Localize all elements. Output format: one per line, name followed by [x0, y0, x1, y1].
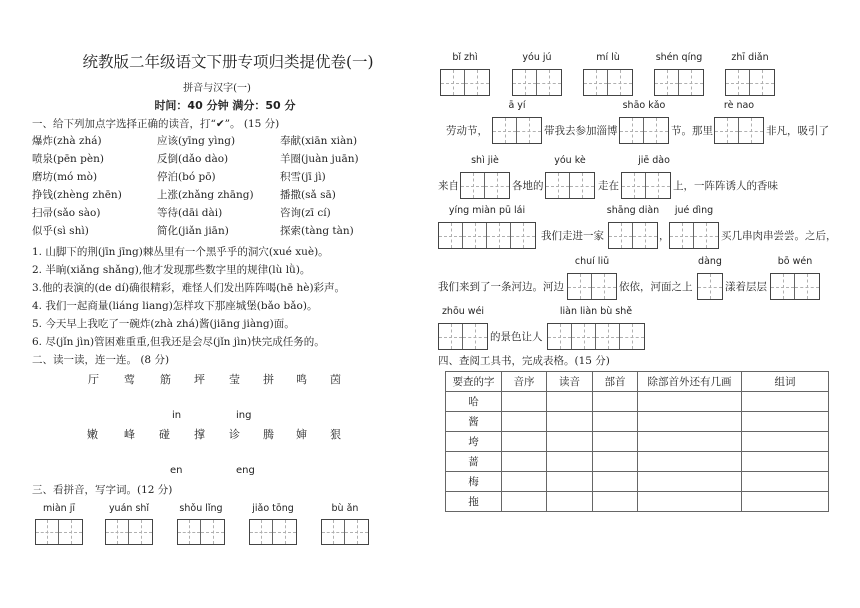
write-cell[interactable] — [633, 223, 657, 248]
match-char[interactable]: 婶 — [296, 428, 307, 441]
answer-cell[interactable] — [742, 452, 829, 472]
lookup-char: 垮 — [446, 432, 502, 452]
answer-cell[interactable] — [593, 432, 638, 452]
passage-text: 依依，河面之上 — [619, 281, 693, 293]
word-pinyin: miàn jī — [42, 503, 76, 514]
write-cell[interactable] — [273, 520, 296, 544]
passage-writing-box[interactable] — [547, 323, 645, 350]
exam-meta: 时间：40 分钟 满分：50 分 — [154, 99, 296, 112]
match-char[interactable]: 鸣 — [296, 373, 307, 386]
write-cell[interactable] — [726, 70, 750, 95]
word-pinyin: shén qíng — [655, 52, 703, 63]
match-target-en[interactable]: en — [170, 465, 183, 476]
writing-box[interactable] — [654, 69, 704, 96]
sentence-item[interactable]: 4. 我们一起商量(liáng liang)怎样攻下那座城堡(bǎo bǎo)。 — [32, 300, 318, 312]
passage-text: 上，一阵阵诱人的香味 — [673, 180, 778, 192]
write-cell[interactable] — [537, 70, 561, 95]
write-cell[interactable] — [698, 274, 722, 299]
passage-writing-box[interactable] — [438, 323, 488, 350]
answer-cell[interactable] — [502, 452, 547, 472]
passage-writing-box[interactable] — [621, 172, 671, 199]
table-row — [446, 472, 829, 492]
answer-cell[interactable] — [547, 452, 593, 472]
write-cell[interactable] — [201, 520, 224, 544]
answer-cell[interactable] — [547, 432, 593, 452]
sentence-item[interactable]: 6. 尽(jǐn jìn)管困难重重,但我还是会尽(jǐn jìn)快完成任务的。 — [32, 336, 325, 348]
write-cell[interactable] — [461, 173, 485, 198]
write-cell[interactable] — [439, 324, 463, 349]
reading-item[interactable]: 停泊(bó pō) — [157, 171, 216, 183]
answer-cell[interactable] — [502, 432, 547, 452]
reading-item[interactable]: 上涨(zhǎng zhāng) — [157, 189, 254, 201]
answer-cell[interactable] — [742, 412, 829, 432]
passage-pinyin: bō wén — [777, 256, 813, 267]
match-char[interactable]: 莹 — [229, 373, 240, 386]
word-pinyin: yóu jú — [522, 52, 552, 63]
write-cell[interactable] — [511, 223, 535, 248]
write-cell[interactable] — [694, 223, 718, 248]
write-cell[interactable] — [739, 118, 763, 143]
answer-cell[interactable] — [547, 472, 593, 492]
write-cell[interactable] — [620, 324, 644, 349]
word-pinyin: zhī diǎn — [731, 52, 769, 63]
writing-box[interactable] — [440, 69, 490, 96]
passage-pinyin: shāo kǎo — [622, 100, 666, 111]
table-row — [446, 392, 829, 412]
write-cell[interactable] — [644, 118, 668, 143]
reading-item[interactable]: 扫帚(sǎo sào) — [32, 207, 101, 219]
write-cell[interactable] — [646, 173, 670, 198]
write-cell[interactable] — [465, 70, 489, 95]
reading-item[interactable]: 播撒(sǎ sā) — [280, 189, 336, 201]
passage-text: 各地的 — [512, 180, 544, 192]
answer-cell[interactable] — [547, 412, 593, 432]
passage-pinyin: jué dìng — [674, 205, 714, 216]
reading-item[interactable]: 简化(jiǎn jiān) — [157, 225, 229, 237]
lookup-char: 哈 — [446, 392, 502, 412]
write-cell[interactable] — [655, 70, 679, 95]
write-cell[interactable] — [609, 223, 633, 248]
page-subtitle: 拼音与汉字(一) — [183, 83, 251, 94]
passage-pinyin: chuí liǔ — [574, 256, 610, 267]
passage-writing-box[interactable] — [438, 222, 536, 249]
header-stroke-count: 除部首外还有几画 — [638, 372, 742, 392]
reading-item[interactable]: 羊圈(juàn juān) — [280, 153, 359, 165]
answer-cell[interactable] — [742, 492, 829, 512]
passage-text: 走在 — [598, 180, 619, 192]
passage-text: 的景色让人 — [490, 331, 543, 343]
write-cell[interactable] — [36, 520, 59, 544]
write-cell[interactable] — [322, 520, 345, 544]
passage-text: 我们来到了一条河边。河边 — [438, 281, 564, 293]
passage-text: 我们走进一家 — [541, 230, 604, 242]
passage-text: ， — [659, 230, 670, 242]
write-cell[interactable] — [441, 70, 465, 95]
write-cell[interactable] — [548, 324, 572, 349]
passage-pinyin: yóu kè — [554, 155, 586, 166]
writing-box[interactable] — [249, 519, 297, 545]
sentence-item[interactable]: 1. 山脚下的荆(jīn jīng)棘丛里有一个黑乎乎的洞穴(xué xuè)。 — [32, 246, 329, 258]
answer-cell[interactable] — [593, 492, 638, 512]
writing-box[interactable] — [105, 519, 153, 545]
answer-cell[interactable] — [638, 472, 742, 492]
write-cell[interactable] — [795, 274, 819, 299]
passage-pinyin: ā yí — [508, 100, 526, 111]
passage-text: 节。那里 — [671, 125, 713, 137]
passage-writing-box[interactable] — [567, 273, 617, 300]
passage-text: 来自 — [438, 180, 459, 192]
match-char[interactable]: 诊 — [229, 428, 240, 441]
answer-cell[interactable] — [547, 492, 593, 512]
passage-text: 非凡，吸引了 — [766, 125, 829, 137]
match-char[interactable]: 碰 — [159, 428, 170, 441]
answer-cell[interactable] — [638, 392, 742, 412]
write-cell[interactable] — [715, 118, 739, 143]
write-cell[interactable] — [485, 173, 509, 198]
write-cell[interactable] — [463, 324, 487, 349]
passage-text: 买几串肉串尝尝。之后， — [721, 230, 837, 242]
write-cell[interactable] — [670, 223, 694, 248]
reading-item[interactable]: 挣钱(zhèng zhēn) — [32, 189, 122, 201]
header-duyin: 读音 — [547, 372, 593, 392]
write-cell[interactable] — [568, 274, 592, 299]
reading-item[interactable]: 反倒(dǎo dào) — [157, 153, 229, 165]
answer-cell[interactable] — [638, 412, 742, 432]
table-row — [446, 412, 829, 432]
write-cell[interactable] — [622, 173, 646, 198]
passage-pinyin: liàn liàn bù shě — [559, 306, 633, 317]
write-cell[interactable] — [570, 173, 594, 198]
section4-heading: 四、查阅工具书，完成表格。(15 分) — [438, 355, 610, 367]
passage-pinyin: shì jiè — [471, 155, 499, 166]
write-cell[interactable] — [439, 223, 463, 248]
sentence-item[interactable]: 2. 半晌(xiǎng shǎng),他才发现那些数字里的规律(lù lǜ)。 — [32, 264, 311, 276]
answer-cell[interactable] — [638, 452, 742, 472]
answer-cell[interactable] — [593, 412, 638, 432]
section1-heading: 一、给下列加点字选择正确的读音，打“✔”。 (15 分) — [32, 118, 280, 130]
reading-item[interactable]: 等待(dāi dài) — [157, 207, 223, 219]
reading-item[interactable]: 咨询(zī cí) — [280, 207, 331, 219]
passage-writing-box[interactable] — [545, 172, 595, 199]
dictionary-table — [445, 371, 829, 512]
match-char[interactable]: 茵 — [330, 373, 341, 386]
passage-writing-box[interactable] — [697, 273, 723, 300]
match-char[interactable]: 狠 — [330, 428, 341, 441]
header-yinxu: 音序 — [502, 372, 547, 392]
section3-heading: 三、看拼音，写字词。(12 分) — [32, 484, 173, 496]
writing-box[interactable] — [321, 519, 369, 545]
passage-text: 劳动节， — [446, 125, 488, 137]
writing-box[interactable] — [583, 69, 633, 96]
passage-pinyin: yíng miàn pū lái — [448, 205, 526, 216]
passage-text: 漾着层层 — [725, 281, 767, 293]
answer-cell[interactable] — [593, 472, 638, 492]
match-char[interactable]: 撑 — [194, 428, 205, 441]
section2-heading: 二、读一读，连一连。 (8 分) — [32, 354, 170, 366]
write-cell[interactable] — [129, 520, 152, 544]
match-char[interactable]: 厅 — [88, 373, 99, 386]
reading-item[interactable]: 应该(yīng yìng) — [157, 135, 236, 147]
answer-cell[interactable] — [502, 412, 547, 432]
match-char[interactable]: 坪 — [194, 373, 205, 386]
passage-writing-box[interactable] — [608, 222, 658, 249]
write-cell[interactable] — [513, 70, 537, 95]
passage-pinyin: rè nao — [723, 100, 755, 111]
writing-box[interactable] — [177, 519, 225, 545]
word-pinyin: mí lù — [596, 52, 620, 63]
write-cell[interactable] — [493, 118, 517, 143]
passage-pinyin: zhōu wéi — [441, 306, 485, 317]
write-cell[interactable] — [771, 274, 795, 299]
match-char[interactable]: 腾 — [263, 428, 274, 441]
reading-item[interactable]: 磨坊(mó mò) — [32, 171, 98, 183]
match-target-in[interactable]: in — [172, 410, 182, 421]
write-cell[interactable] — [608, 70, 632, 95]
answer-cell[interactable] — [502, 392, 547, 412]
answer-cell[interactable] — [638, 492, 742, 512]
word-pinyin: yuán shǐ — [108, 503, 150, 514]
page-title: 统教版二年级语文下册专项归类提优卷(一) — [82, 53, 374, 71]
writing-box[interactable] — [512, 69, 562, 96]
passage-text: 带我去参加淄博 — [544, 125, 618, 137]
write-cell[interactable] — [463, 223, 487, 248]
write-cell[interactable] — [596, 324, 620, 349]
table-row — [446, 432, 829, 452]
write-cell[interactable] — [750, 70, 774, 95]
answer-cell[interactable] — [593, 452, 638, 472]
passage-writing-box[interactable] — [669, 222, 719, 249]
write-cell[interactable] — [592, 274, 616, 299]
write-cell[interactable] — [620, 118, 644, 143]
answer-cell[interactable] — [502, 472, 547, 492]
passage-pinyin: shāng diàn — [606, 205, 660, 216]
sentence-item[interactable]: 3.他的表演的(de dí)确很精彩，难怪人们发出阵阵喝(hē hè)彩声。 — [32, 282, 346, 294]
table-row — [446, 452, 829, 472]
answer-cell[interactable] — [638, 432, 742, 452]
answer-cell[interactable] — [742, 472, 829, 492]
lookup-char: 蔷 — [446, 452, 502, 472]
match-char[interactable]: 莺 — [124, 373, 135, 386]
match-char[interactable]: 峰 — [124, 428, 135, 441]
passage-writing-box[interactable] — [619, 117, 669, 144]
reading-item[interactable]: 积雪(jī jì) — [280, 171, 326, 183]
match-target-eng[interactable]: eng — [236, 465, 255, 476]
table-header-row — [446, 372, 829, 392]
passage-writing-box[interactable] — [492, 117, 542, 144]
header-lookup-char: 要查的字 — [446, 372, 502, 392]
reading-item[interactable]: 喷泉(pēn pèn) — [32, 153, 104, 165]
word-pinyin: bǐ zhì — [452, 52, 478, 63]
write-cell[interactable] — [572, 324, 596, 349]
sentence-item[interactable]: 5. 今天早上我吃了一碗炸(zhà zhá)酱(jiāng jiàng)面。 — [32, 318, 295, 330]
passage-writing-box[interactable] — [770, 273, 820, 300]
passage-pinyin: jiē dào — [638, 155, 670, 166]
match-char[interactable]: 筋 — [160, 373, 171, 386]
write-cell[interactable] — [250, 520, 273, 544]
answer-cell[interactable] — [742, 392, 829, 412]
word-pinyin: jiǎo tōng — [252, 503, 294, 514]
write-cell[interactable] — [546, 173, 570, 198]
lookup-char: 梅 — [446, 472, 502, 492]
answer-cell[interactable] — [742, 432, 829, 452]
word-pinyin: shǒu lǐng — [179, 503, 223, 514]
lookup-char: 酱 — [446, 412, 502, 432]
match-char[interactable]: 拼 — [263, 373, 274, 386]
write-cell[interactable] — [106, 520, 129, 544]
writing-box[interactable] — [725, 69, 775, 96]
write-cell[interactable] — [178, 520, 201, 544]
write-cell[interactable] — [345, 520, 368, 544]
write-cell[interactable] — [517, 118, 541, 143]
reading-item[interactable]: 似乎(sì shì) — [32, 225, 89, 237]
reading-item[interactable]: 爆炸(zhà zhá) — [32, 135, 102, 147]
write-cell[interactable] — [584, 70, 608, 95]
passage-writing-box[interactable] — [714, 117, 764, 144]
header-zuci: 组词 — [742, 372, 829, 392]
answer-cell[interactable] — [547, 392, 593, 412]
reading-item[interactable]: 探索(tàng tàn) — [280, 225, 354, 237]
write-cell[interactable] — [679, 70, 703, 95]
header-bushou: 部首 — [593, 372, 638, 392]
word-pinyin: bù ǎn — [331, 503, 359, 514]
write-cell[interactable] — [59, 520, 82, 544]
write-cell[interactable] — [487, 223, 511, 248]
writing-box[interactable] — [35, 519, 83, 545]
passage-writing-box[interactable] — [460, 172, 510, 199]
lookup-char: 拖 — [446, 492, 502, 512]
answer-cell[interactable] — [502, 492, 547, 512]
passage-pinyin: dàng — [698, 256, 722, 267]
answer-cell[interactable] — [593, 392, 638, 412]
match-target-ing[interactable]: ing — [236, 410, 252, 421]
table-row — [446, 492, 829, 512]
match-char[interactable]: 嫩 — [87, 428, 98, 441]
reading-item[interactable]: 奉献(xiān xiàn) — [280, 135, 358, 147]
